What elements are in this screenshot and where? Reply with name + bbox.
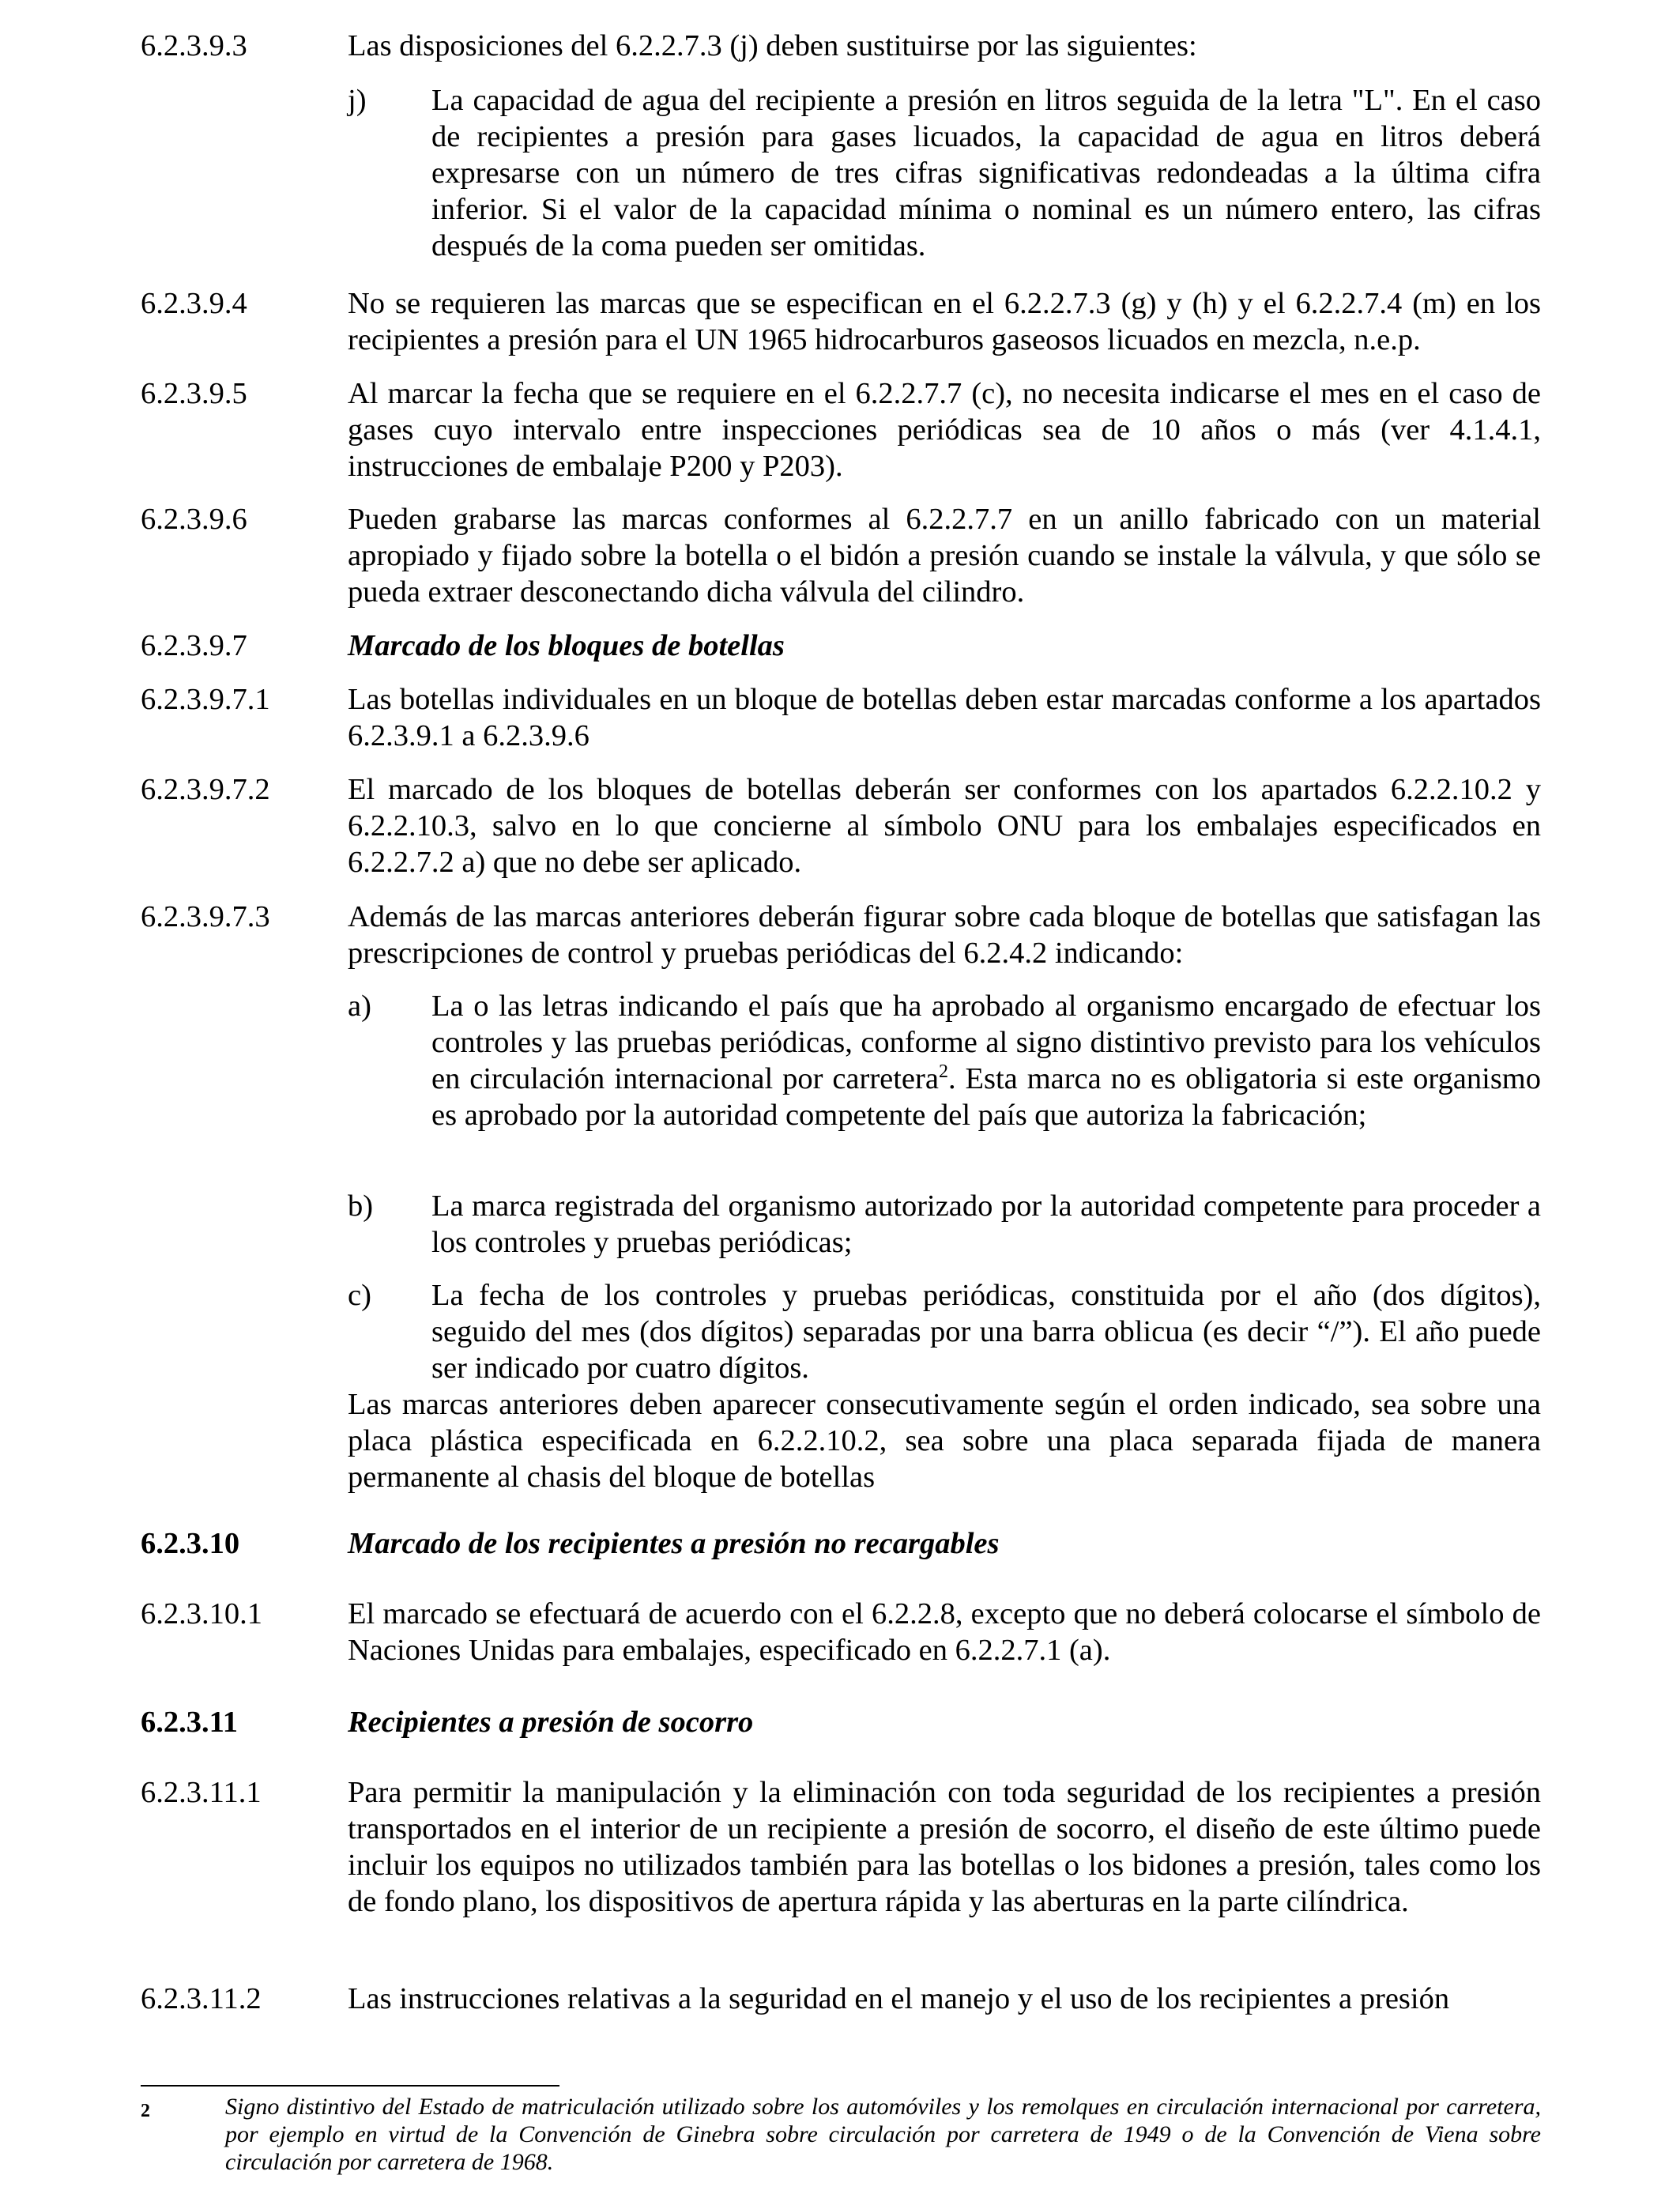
section-text: Pueden grabarse las marcas conformes al 6.2.2.7.7 en un anillo fabricado con un material apropiado y fijado sobre la botella o el bidón a presión cuando se instale la válvula, y que sólo se pueda extraer desconectando dicha válvula del cilindro. bbox=[348, 503, 1541, 609]
item-text: La capacidad de agua del recipiente a presión en litros seguida de la letra "L". En el caso de recipientes a presión para gases licuados, la capacidad de agua en litros deberá expresarse con un número de tres cifras significativas redondeadas a la última cifra inferior. Si el valor de la capacidad mínima o nominal es un número entero, las cifras después de la coma pueden ser omitidas. bbox=[431, 84, 1541, 262]
section-heading: Recipientes a presión de socorro bbox=[348, 1706, 754, 1739]
section-text: No se requieren las marcas que se especifican en el 6.2.2.7.3 (g) y (h) y el 6.2.2.7.4 (m) en los recipientes a presión para el UN 1965 hidrocarburos gaseosos licuados en mezcla, n.e.p. bbox=[348, 287, 1541, 356]
section-number: 6.2.3.11 bbox=[141, 1706, 239, 1739]
section-text: Al marcar la fecha que se requiere en el 6.2.2.7.7 (c), no necesita indicarse el mes en el caso de gases cuyo intervalo entre inspecciones periódicas sea de 10 años o más (ver 4.1.4.1, instrucciones de embalaje P200 y P203). bbox=[348, 377, 1541, 483]
section-number: 6.2.3.9.3 bbox=[141, 29, 247, 62]
item-letter: b) bbox=[348, 1189, 374, 1223]
section-number: 6.2.3.11.1 bbox=[141, 1776, 262, 1809]
item-text bbox=[431, 988, 1541, 1133]
paragraph-text: Las marcas anteriores deben aparecer consecutivamente según el orden indicado, sea sobre una placa plástica especificada en 6.2.2.10.2, sea sobre una placa separada fijada de manera permanente al chasis del bloque de botellas bbox=[348, 1388, 1541, 1494]
section-number: 6.2.3.9.7.2 bbox=[141, 773, 270, 806]
section-number: 6.2.3.9.5 bbox=[141, 377, 247, 410]
footnote-number: 2 bbox=[141, 2101, 150, 2121]
footnote-text: Signo distintivo del Estado de matriculación utilizado sobre los automóviles y los remolques en circulación internacional por carretera, por ejemplo en virtud de la Convención de Ginebra sobre circulación por carretera de 1949 o de la Convención de Viena sobre circulación por carretera de 1968. bbox=[225, 2094, 1541, 2175]
section-number: 6.2.3.9.7.3 bbox=[141, 900, 270, 933]
item-letter: c) bbox=[348, 1279, 371, 1312]
section-number: 6.2.3.9.7.1 bbox=[141, 683, 270, 716]
footnote-reference[interactable]: 2 bbox=[938, 1061, 948, 1083]
item-text-part: La o las letras indicando el país que ha aprobado al organismo encargado de efectuar los controles y las pruebas periódicas, conforme al signo distintivo previsto para los vehículos en circulación internacional por carretera bbox=[431, 990, 1541, 1095]
item-text: La marca registrada del organismo autorizado por la autoridad competente para proceder a los controles y pruebas periódicas; bbox=[431, 1189, 1541, 1259]
section-heading: Marcado de los bloques de botellas bbox=[348, 629, 785, 662]
item-letter: a) bbox=[348, 990, 371, 1023]
section-text: El marcado se efectuará de acuerdo con el 6.2.2.8, excepto que no deberá colocarse el símbolo de Naciones Unidas para embalajes, especificado en 6.2.2.7.1 (a). bbox=[348, 1597, 1541, 1667]
section-text: Las instrucciones relativas a la seguridad en el manejo y el uso de los recipientes a presión bbox=[348, 1982, 1450, 2015]
section-text: Las disposiciones del 6.2.2.7.3 (j) deben sustituirse por las siguientes: bbox=[348, 29, 1197, 62]
item-letter: j) bbox=[348, 84, 367, 117]
section-number: 6.2.3.10.1 bbox=[141, 1597, 262, 1630]
section-heading: Marcado de los recipientes a presión no recargables bbox=[348, 1527, 1000, 1560]
section-number: 6.2.3.11.2 bbox=[141, 1982, 262, 2015]
section-number: 6.2.3.9.6 bbox=[141, 503, 247, 536]
section-text: Las botellas individuales en un bloque de botellas deben estar marcadas conforme a los apartados 6.2.3.9.1 a 6.2.3.9.6 bbox=[348, 683, 1541, 752]
section-number: 6.2.3.10 bbox=[141, 1527, 240, 1560]
section-text: Además de las marcas anteriores deberán figurar sobre cada bloque de botellas que satisfagan las prescripciones de control y pruebas periódicas del 6.2.4.2 indicando: bbox=[348, 900, 1541, 970]
section-text: El marcado de los bloques de botellas deberán ser conformes con los apartados 6.2.2.10.2 y 6.2.2.10.3, salvo en lo que concierne al símbolo ONU para los embalajes especificados en 6.2.2.7.2 a) que no debe ser aplicado. bbox=[348, 773, 1541, 879]
section-number: 6.2.3.9.7 bbox=[141, 629, 247, 662]
section-text: Para permitir la manipulación y la eliminación con toda seguridad de los recipientes a presión transportados en el interior de un recipiente a presión de socorro, el diseño de este último puede incluir los equipos no utilizados también para las botellas o los bidones a presión, tales como los de fondo plano, los dispositivos de apertura rápida y las aberturas en la parte cilíndrica. bbox=[348, 1776, 1541, 1918]
item-text: La fecha de los controles y pruebas periódicas, constituida por el año (dos dígitos), seguido del mes (dos dígitos) separadas por una barra oblicua (es decir “/”). El año puede ser indicado por cuatro dígitos. bbox=[431, 1279, 1541, 1385]
footnote-separator bbox=[141, 2085, 559, 2087]
item-text-part: . Esta marca no es obligatoria si este organismo es aprobado por la autoridad competente del país que autoriza la fabricación; bbox=[431, 1062, 1542, 1132]
section-number: 6.2.3.9.4 bbox=[141, 287, 247, 320]
